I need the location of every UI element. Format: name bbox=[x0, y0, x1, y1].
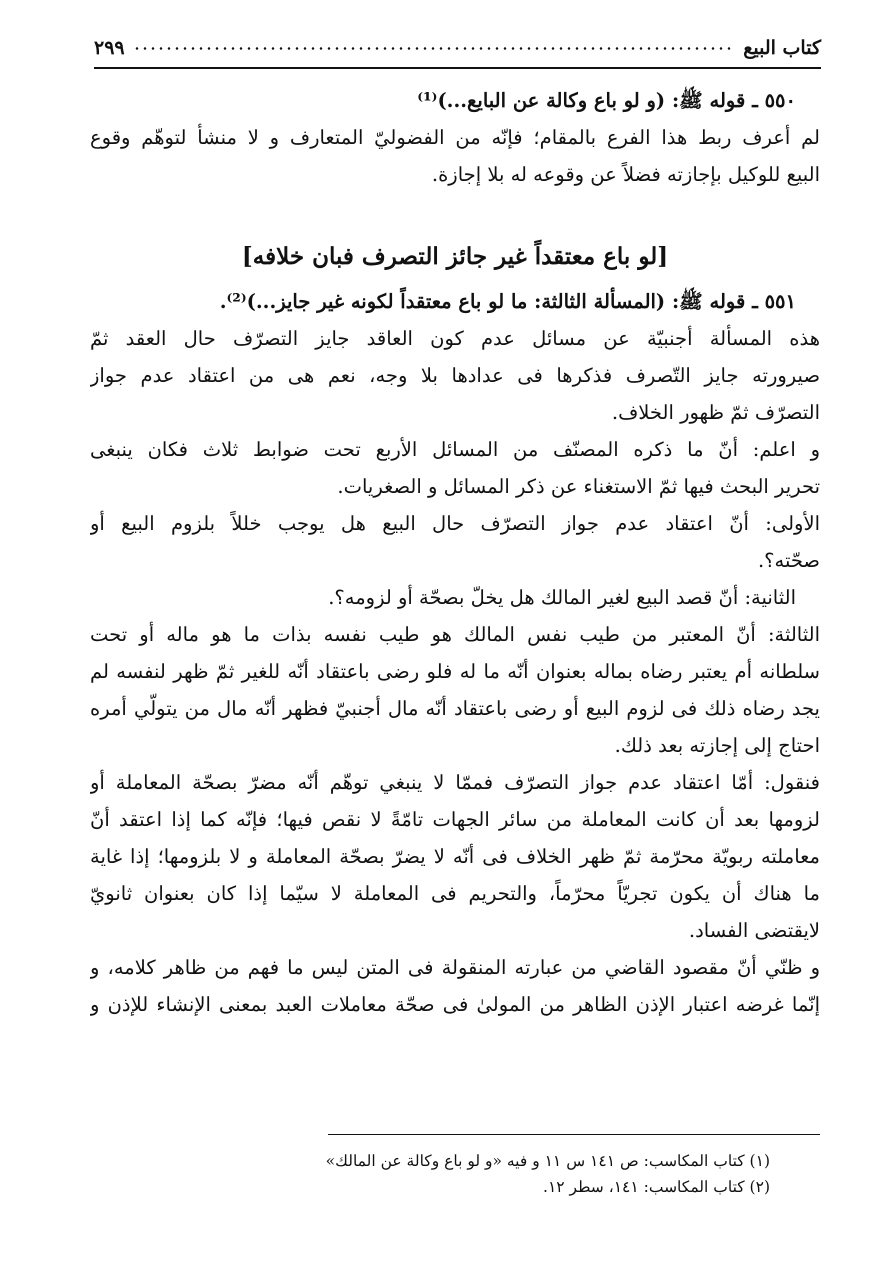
paragraph-line: الثالثة: أنّ المعتبر من طيب نفس المالك هو طيب نفسه بذات ما هو ماله أو تحت bbox=[90, 623, 820, 646]
section-title: [لو باع معتقداً غير جائز التصرف فبان خلافه] bbox=[241, 243, 669, 270]
paragraph-line: لايقتضى الفساد. bbox=[688, 919, 820, 942]
paragraph-line: فنقول: أمّا اعتقاد عدم جواز التصرّف فممّا لا ينبغي توهّم أنّه مضرّ بصحّة المعاملة أو bbox=[90, 771, 820, 794]
main-text bbox=[90, 82, 820, 1023]
paragraph-line: يجد رضاه ذلك فى لزوم البيع أو رضى باعتقاد أنّه مال أجنبيّ فظهر أنّه مال من يتولّي أمره bbox=[90, 697, 820, 720]
paragraph-line: البيع للوكيل بإجازته فضلاً عن وقوعه له بلا إجازة. bbox=[431, 163, 820, 186]
paragraph-line: هذه المسألة أجنبيّة عن مسائل عدم كون العاقد جايز التصرّف حال العقد ثمّ bbox=[90, 327, 820, 350]
page-number: ٢٩٩ bbox=[94, 37, 125, 59]
footnote-1: (١) كتاب المكاسب: ص ١٤١ س ١١ و فيه «و لو باع وكالة عن المالك» bbox=[325, 1152, 770, 1170]
paragraph-line: و ظنّي أنّ مقصود القاضي من عبارته المنقولة فى المتن ليس ما فهم من ظاهر كلامه، و bbox=[90, 956, 820, 979]
paragraph-line: الأولى: أنّ اعتقاد عدم جواز التصرّف حال البيع هل يوجب خللاً بلزوم البيع أو bbox=[90, 512, 820, 535]
paragraph-line: سلطانه أم يعتبر رضاه بماله بعنوان أنّه ما له فلو رضى باعتقاد أنّه للغير ثمّ ظهر لنفسه لم bbox=[90, 660, 820, 683]
paragraph-line: إنّما غرضه اعتبار الإذن الظاهر من المولىٰ فى صحّة معاملات العبد بمعنى الإنشاء للإذن و bbox=[90, 993, 820, 1016]
section-551-heading: ٥٥١ ـ قوله ﷺ: (المسألة الثالثة: ما لو باع معتقداً لكونه غير جايز...)⁽²⁾. bbox=[219, 290, 796, 313]
leader-dots bbox=[133, 47, 736, 50]
book-title: كتاب البيع bbox=[743, 37, 821, 59]
paragraph-line: الثانية: أنّ قصد البيع لغير المالك هل يخلّ بصحّة أو لزومه؟. bbox=[328, 586, 796, 609]
paragraph-line: احتاج إلى إجازته بعد ذلك. bbox=[614, 734, 820, 757]
paragraph-line: صحّته؟. bbox=[757, 549, 820, 572]
paragraph-line: معاملته ربويّة محرّمة ثمّ ظهر الخلاف فى أنّه لا يضرّ بصحّة المعاملة و لا بلزومها؛ إذا غاية bbox=[90, 845, 820, 868]
paragraph-line: صيرورته جايز التّصرف فذكرها فى عدادها بلا وجه، نعم هى من اعتقاد عدم جواز bbox=[90, 364, 820, 387]
spacer bbox=[90, 193, 820, 231]
paragraph-line: ما هناك أن يكون تجريّاً محرّماً، والتحريم فى المعاملة لا سيّما إذا كان بعنوان ثانويّ bbox=[90, 882, 820, 905]
footnote-rule bbox=[328, 1134, 820, 1135]
paragraph-line: التصرّف ثمّ ظهور الخلاف. bbox=[611, 401, 820, 424]
paragraph-line: لزومها بعد أن كانت المعاملة من سائر الجهات تامّةً لا نقص فيها؛ فإنّه كما إذا اعتقد أنّ bbox=[90, 808, 820, 831]
footnote-2: (٢) كتاب المكاسب: ١٤١، سطر ١٢. bbox=[543, 1178, 770, 1196]
paragraph-line: تحرير البحث فيها ثمّ الاستغناء عن ذكر المسائل و الصغريات. bbox=[337, 475, 820, 498]
running-header bbox=[94, 34, 821, 62]
paragraph-line: لم أعرف ربط هذا الفرع بالمقام؛ فإنّه من الفضوليّ المتعارف و لا منشأ لتوهّم وقوع bbox=[90, 126, 820, 149]
footnotes bbox=[90, 1148, 820, 1200]
paragraph-line: و اعلم: أنّ ما ذكره المصنّف من المسائل الأربع تحت ضوابط ثلاث فكان ينبغى bbox=[90, 438, 820, 461]
section-550-heading: ٥٥٠ ـ قوله ﷺ: (و لو باع وكالة عن البايع...)⁽¹⁾ bbox=[417, 89, 796, 112]
header-rule bbox=[94, 67, 821, 69]
